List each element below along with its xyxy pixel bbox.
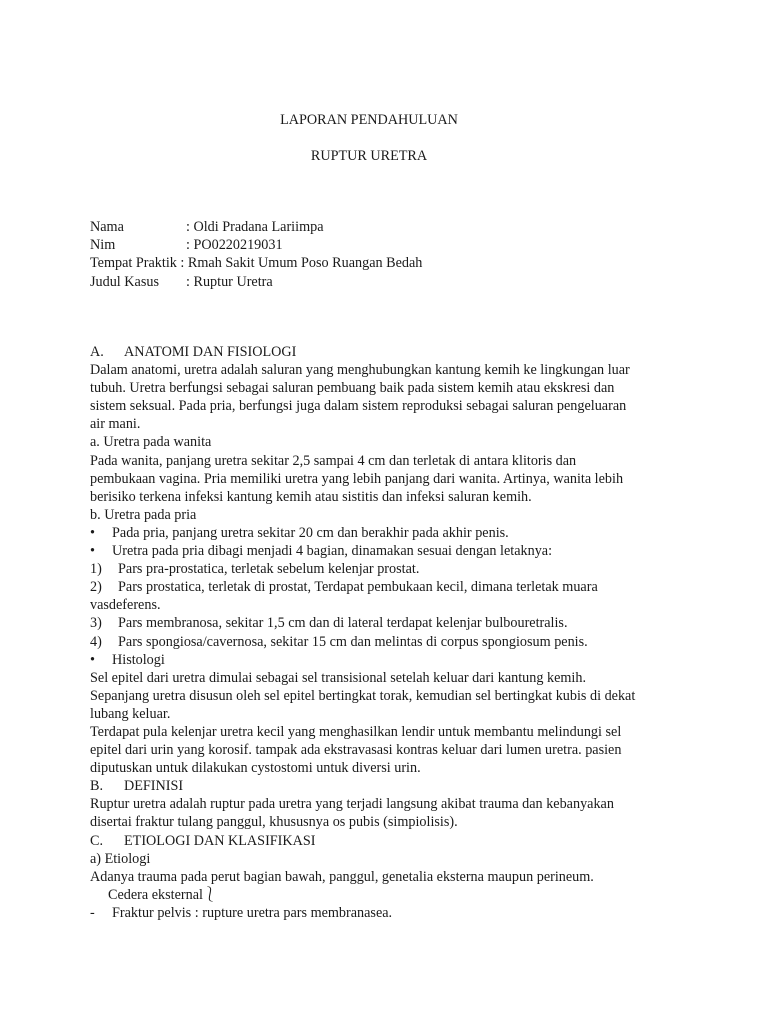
bullet-item-histologi	[90, 651, 680, 669]
info-row-judul-kasus	[90, 273, 422, 291]
section-letter: C.	[90, 832, 104, 849]
info-label: Nim	[90, 237, 116, 254]
paragraph-line: Adanya trauma pada perut bagian bawah, panggul, genetalia eksterna maupun perineum.	[90, 868, 594, 885]
item-number: 4)	[90, 633, 102, 650]
section-letter: A.	[90, 344, 104, 360]
paragraph-line: berisiko terkena infeksi kantung kemih atau sistitis dan infeksi saluran kemih.	[90, 488, 532, 505]
info-label: Tempat Praktik	[90, 255, 177, 272]
paragraph-line: tubuh. Uretra berfungsi sebagai saluran pembuang baik pada sistem kemih atau ekskresi dan	[90, 380, 615, 397]
dash-text: Fraktur pelvis : rupture uretra pars membranasea.	[112, 904, 393, 921]
item-text: Pars membranosa, sekitar 1,5 cm dan di lateral terdapat kelenjar bulbouretralis.	[118, 615, 568, 632]
section-heading-b	[90, 777, 680, 795]
info-label: Nama	[90, 219, 124, 235]
numbered-item	[90, 633, 680, 651]
paragraph-line: Terdapat pula kelenjar uretra kecil yang menghasilkan lendir untuk membantu melindungi sel	[90, 723, 622, 740]
paragraph-line: Sel epitel dari uretra dimulai sebagai sel transisional setelah keluar dari kantung kemih.	[90, 669, 587, 686]
document-subtitle: RUPTUR URETRA	[310, 148, 428, 164]
dash-item	[90, 904, 680, 922]
info-row-nim	[90, 236, 422, 254]
subheading-etiologi: a) Etiologi	[90, 850, 151, 867]
document-body	[90, 343, 680, 922]
section-heading-a	[90, 343, 680, 361]
paragraph-line: sistem seksual. Pada pria, berfungsi juga dalam sistem reproduksi sebagai saluran pengeluaran	[90, 398, 627, 415]
bullet-icon: •	[90, 524, 95, 541]
cedera-eksternal-line: Cedera eksternal⎱	[108, 886, 218, 903]
subheading-wanita: a. Uretra pada wanita	[90, 434, 212, 451]
item-text: Pars prostatica, terletak di prostat, Terdapat pembukaan kecil, dimana terletak muara	[118, 579, 598, 596]
paragraph-line: disertai fraktur tulang panggul, khususnya os pubis (simpiolisis).	[90, 814, 458, 831]
section-title: ANATOMI DAN FISIOLOGI	[124, 344, 297, 360]
section-heading-c	[90, 832, 680, 850]
numbered-item	[90, 614, 680, 632]
bullet-icon: •	[90, 651, 95, 668]
item-text: Pars pra-prostatica, terletak sebelum kelenjar prostat.	[118, 561, 420, 578]
numbered-item	[90, 560, 680, 578]
section-letter: B.	[90, 778, 104, 795]
item-text: Pars spongiosa/cavernosa, sekitar 15 cm dan melintas di corpus spongiosum penis.	[118, 633, 588, 650]
item-number: 2)	[90, 579, 102, 596]
numbered-item	[90, 578, 680, 596]
section-title: ETIOLOGI DAN KLASIFIKASI	[124, 832, 316, 849]
section-title: DEFINISI	[124, 778, 184, 795]
subheading-pria: b. Uretra pada pria	[90, 506, 197, 523]
document-title: LAPORAN PENDAHULUAN	[280, 112, 458, 128]
info-row-tempat-praktik	[90, 254, 422, 272]
paragraph-line: Sepanjang uretra disusun oleh sel epitel bertingkat torak, kemudian sel bertingkat kubis di dekat	[90, 687, 636, 704]
dash-icon: -	[90, 904, 95, 921]
paragraph-line: lubang keluar.	[90, 705, 171, 722]
info-value: : Rmah Sakit Umum Poso Ruangan Bedah	[180, 255, 423, 272]
paragraph-line: pembukaan vagina. Pria memiliki uretra yang lebih panjang dari wanita. Artinya, wanita lebih	[90, 470, 624, 487]
paragraph-line: vasdeferens.	[90, 597, 161, 614]
paragraph-line: air mani.	[90, 416, 141, 433]
item-number: 3)	[90, 615, 102, 632]
paragraph-line: Dalam anatomi, uretra adalah saluran yang menghubungkan kantung kemih ke lingkungan luar	[90, 362, 630, 379]
paragraph-line: diputuskan untuk dilakukan cystostomi untuk diversi urin.	[90, 760, 421, 777]
info-label: Judul Kasus	[90, 273, 159, 290]
bullet-icon: •	[90, 543, 95, 560]
info-value: : Ruptur Uretra	[186, 273, 273, 290]
bullet-text: Uretra pada pria dibagi menjadi 4 bagian, dinamakan sesuai dengan letaknya:	[112, 543, 553, 560]
paragraph-line: epitel dari urin yang korosif. tampak ada ekstravasasi kontras keluar dari lumen uretra. pasien	[90, 742, 622, 759]
info-row-nama	[90, 218, 422, 236]
student-info	[90, 218, 422, 291]
item-number: 1)	[90, 561, 102, 578]
bullet-item	[90, 524, 680, 542]
paragraph-line: Pada wanita, panjang uretra sekitar 2,5 sampai 4 cm dan terletak di antara klitoris dan	[90, 452, 577, 469]
paragraph-line: Ruptur uretra adalah ruptur pada uretra yang terjadi langsung akibat trauma dan kebanyakan	[90, 796, 614, 813]
bullet-item	[90, 542, 680, 560]
info-value: : PO0220219031	[186, 237, 283, 254]
bullet-text: Histologi	[112, 651, 165, 668]
info-value: : Oldi Pradana Lariimpa	[186, 219, 324, 235]
bullet-text: Pada pria, panjang uretra sekitar 20 cm dan berakhir pada akhir penis.	[112, 524, 509, 541]
